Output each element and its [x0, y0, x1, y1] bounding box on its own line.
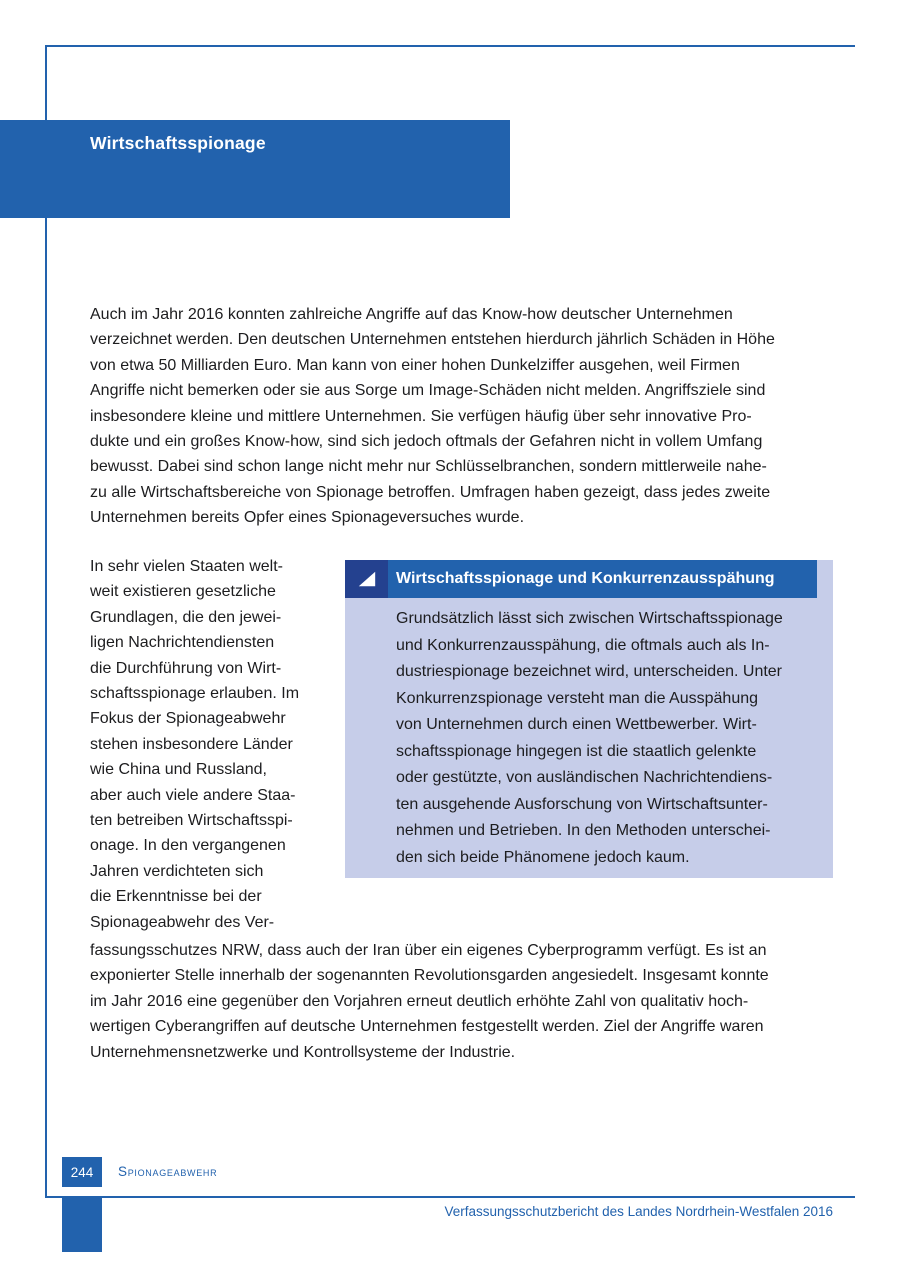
pennant-icon: [345, 560, 388, 598]
infobox-header: [345, 560, 817, 598]
page-number-badge: [62, 1157, 102, 1187]
report-title: Verfassungsschutzbericht des Landes Nordrhein-Westfalen 2016: [444, 1204, 833, 1219]
infobox: [345, 560, 833, 878]
footer-blue-tab: [62, 1198, 102, 1252]
page-frame-top: [45, 45, 855, 47]
chapter-title: Wirtschaftsspionage: [90, 133, 266, 153]
intro-paragraph: Auch im Jahr 2016 konnten zahlreiche Angriffe auf das Know-how deutscher Unternehmen verzeichnet werden. Den deutschen Unternehmen entstehen hierdurch jährlich Schäden in Höhe von etwa 50 Milliarden Euro. Man kann von einer hohen Dunkelziffer ausgehen, weil Firmen Angriffe nicht bemerken oder sie aus Sorge um Image-Schäden nicht melden. Angriffsziele sind insbesondere kleine und mittlere Unternehmen. Sie verfügen häufig über sehr innovative Pro- dukte und ein großes Know-how, sind sich jedoch oftmals der Gefahren nicht in vollem Umfang bewusst. Dabei sind schon lange nicht mehr nur Schlüsselbranchen, sondern mittlerweile nahe- zu alle Wirtschaftsbereiche von Spionage betroffen. Umfragen haben gezeigt, dass jedes zweite Unternehmen bereits Opfer eines Spionageversuches wurde.: [90, 306, 775, 527]
left-column-paragraph: In sehr vielen Staaten welt- weit existieren gesetzliche Grundlagen, die den jewei- ligen Nachrichtendiensten die Durchführung von Wirt- schaftsspionage erlauben. Im Fokus der Spionageabwehr stehen insbesondere Länder wie China und Russland, aber auch viele andere Staa- ten betreiben Wirtschaftsspi- onage. In den vergangenen Jahren verdichteten sich die Erkenntnisse bei der Spionageabwehr des Ver-: [90, 558, 300, 931]
footer-rule: [45, 1196, 855, 1198]
infobox-text: Grundsätzlich lässt sich zwischen Wirtschaftsspionage und Konkurrenzausspähung, die oftmals auch als In- dustriespionage bezeichnet wird, unterscheiden. Unter Konkurrenzspionage versteht man die Ausspähung von Unternehmen durch einen Wettbewerber. Wirt- schaftsspionage hingegen ist die staatlich gelenkte oder gestützte, von ausländischen Nachrichtendiens- ten ausgehende Ausforschung von Wirtschaftsunter- nehmen und Betrieben. In den Methoden unterschei- den sich beide Phänomene jedoch kaum.: [396, 610, 783, 866]
chapter-header-band: [0, 120, 510, 218]
continuation-paragraph: fassungsschutzes NRW, dass auch der Iran über ein eigenes Cyberprogramm verfügt. Es ist an exponierter Stelle innerhalb der sogenannten Revolutionsgarden angesiedelt. Insgesamt konnte im Jahr 2016 eine gegenüber den Vorjahren erneut deutlich erhöhte Zahl von qualitativ hoch- wertigen Cyberangriffen auf deutsche Unternehmen festgestellt werden. Ziel der Angriffe waren Unternehmensnetzwerke und Kontrollsysteme der Industrie.: [90, 942, 769, 1061]
section-label: Spionageabwehr: [118, 1164, 218, 1179]
page-number: 244: [70, 1164, 94, 1180]
infobox-title: Wirtschaftsspionage und Konkurrenzausspähung: [396, 570, 775, 587]
